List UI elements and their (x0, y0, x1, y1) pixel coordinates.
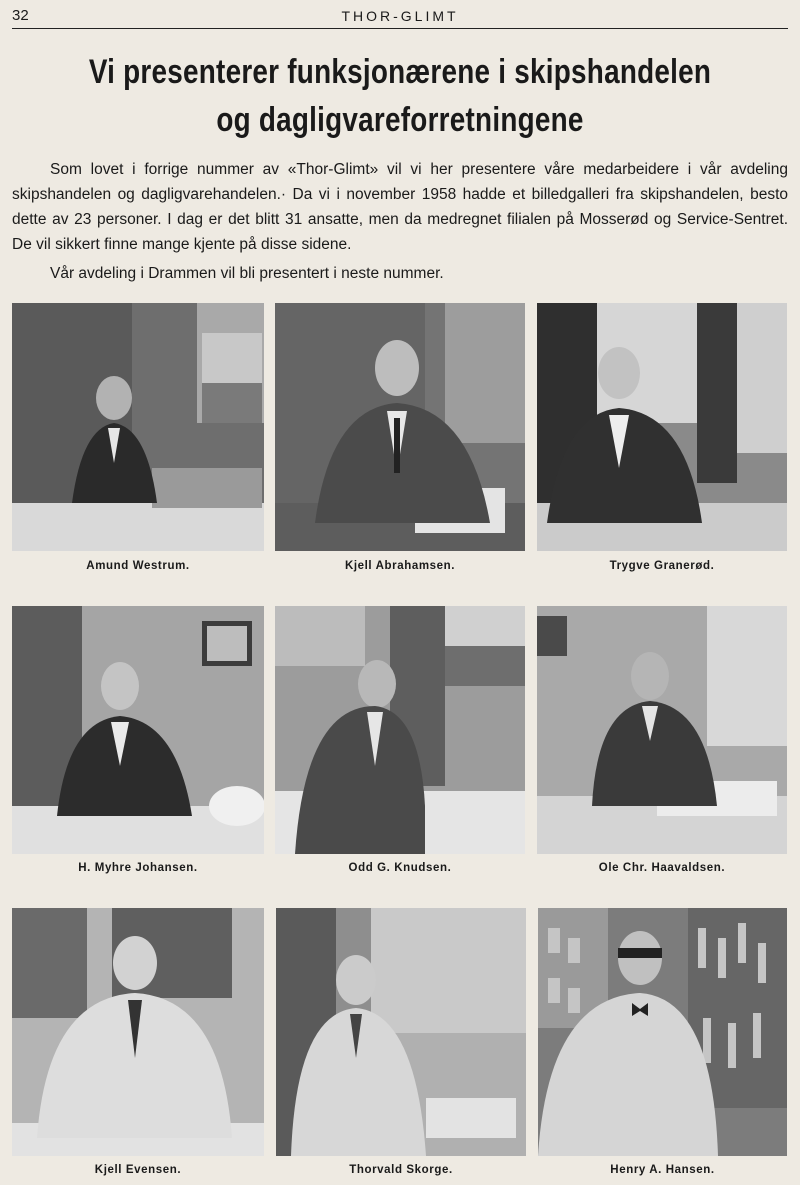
intro-paragraph-1: Som lovet i forrige nummer av «Thor-Glimt» vil vi her presentere våre medarbeidere i vår avdeling skipshandelen og dagligvarehandelen.· Da vi i november 1958 hadde et billedgalleri fra skipshandelen, besto dette av 23 personer. I dag er det blitt 31 ansatte, men da medregnet filialen på Mosserød og Service-Sentret. De vil sikkert finne mange kjente på disse sidene. (12, 161, 788, 253)
caption-3: Trygve Granerød. (609, 560, 715, 572)
portrait-photo-3 (537, 303, 787, 551)
caption-2: Kjell Abrahamsen. (344, 560, 456, 572)
portrait-photo-2 (275, 303, 525, 551)
title-line-1: Vi presenterer funksjonærene i skipshandelen (88, 53, 712, 91)
portrait-photo-8 (276, 908, 526, 1156)
caption-7: Kjell Evensen. (94, 1164, 182, 1176)
portrait-photo-1 (12, 303, 264, 551)
caption-9: Henry A. Hansen. (610, 1164, 715, 1176)
caption-4: H. Myhre Johansen. (78, 862, 198, 874)
portrait-photo-7 (12, 908, 264, 1156)
portrait-photo-5 (275, 606, 525, 854)
caption-8: Thorvald Skorge. (349, 1164, 453, 1176)
caption-1: Amund Westrum. (86, 560, 190, 572)
page-header (12, 6, 788, 29)
portrait-photo-6 (537, 606, 787, 854)
page-number: 32 (12, 7, 29, 24)
caption-5: Odd G. Knudsen. (348, 862, 452, 874)
title-line-2: og dagligvareforretningene (216, 101, 584, 139)
article-title (88, 48, 711, 144)
portrait-photo-4 (12, 606, 264, 854)
caption-6: Ole Chr. Haavaldsen. (598, 862, 726, 874)
intro-paragraph-2: Vår avdeling i Drammen vil bli presentert i neste nummer. (50, 265, 444, 282)
article-intro (12, 157, 788, 286)
magazine-name: THOR-GLIMT (341, 8, 459, 24)
portrait-photo-9 (538, 908, 787, 1156)
